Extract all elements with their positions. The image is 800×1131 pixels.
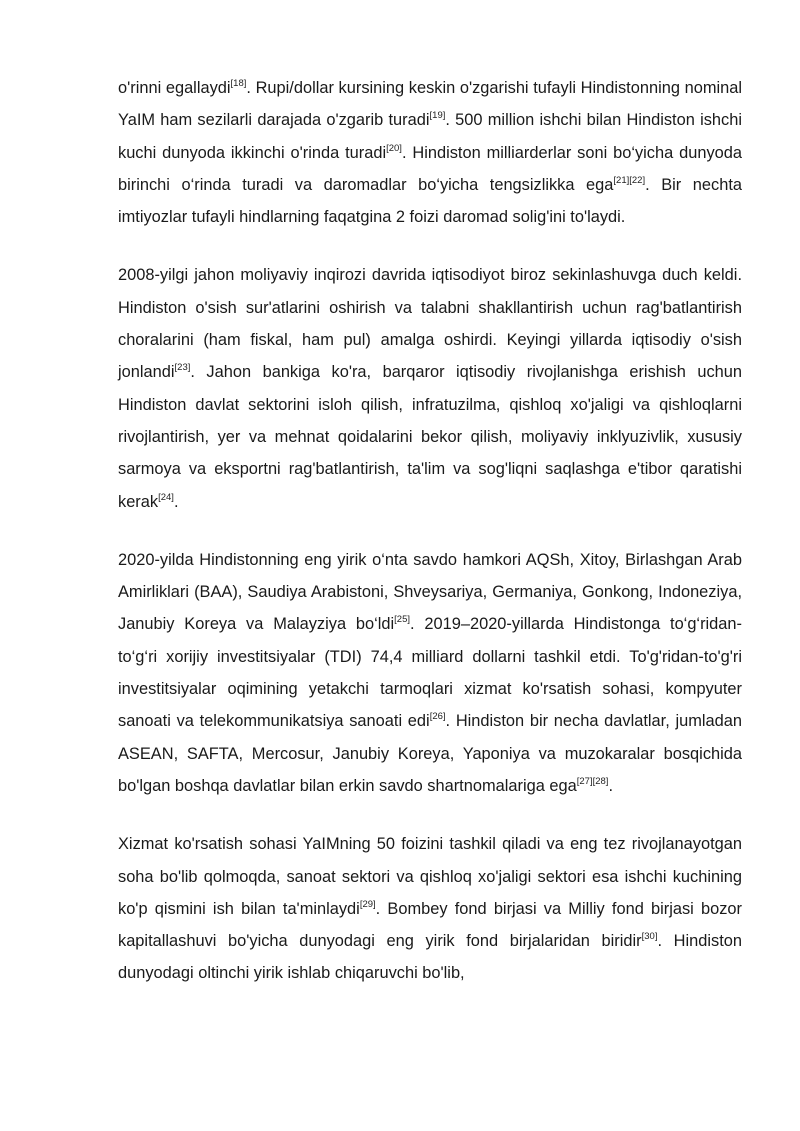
text-run: . Hindiston dunyodagi oltinchi yirik ishlab chiqaruvchi bo'lib,: [118, 932, 742, 983]
citation-ref[interactable]: [24]: [158, 491, 174, 503]
text-run: .: [608, 776, 613, 795]
citation-ref[interactable]: [30]: [641, 931, 658, 943]
document-page: [118, 72, 742, 1016]
text-run: . 500 million ishchi bilan Hindiston ishchi kuchi dunyoda ikkinchi o'rinda turadi: [118, 111, 742, 162]
text-run: . Bombey fond birjasi va Milliy fond birjasi bozor kapitallashuvi bo'yicha dunyodagi eng yirik fond birjalaridan biridir: [118, 899, 742, 951]
text-run: 2008-yilgi jahon moliyaviy inqirozi davrida iqtisodiyot biroz sekinlashuvga duch keldi. Hindiston o'sish sur'atlarini oshirish va talabni shakllantirish uchun rag'batlantirish choralarini (ham fiskal, ham pul) amalga oshirdi. Keyingi yillarda iqtisodiy o'sish jonlandi: [118, 266, 742, 382]
text-run: Xizmat ko'rsatish sohasi YaIMning 50 foizini tashkil qiladi va eng tez rivojlanayotgan soha bo'lib qolmoqda, sanoat sektori va qishloq xo'jaligi sektori esa ishchi kuchining ko'p qismini ish bilan ta'minlaydi: [118, 835, 742, 918]
citation-ref[interactable]: [23]: [174, 362, 191, 374]
paragraph-3: [118, 544, 742, 802]
text-run: . Hindiston milliarderlar soni bo‘yicha dunyoda birinchi o‘rinda turadi va daromadlar bo‘yicha tengsizlikka ega: [118, 143, 742, 194]
text-run: o'rinni egallaydi: [118, 79, 231, 97]
citation-ref[interactable]: [25]: [394, 614, 411, 626]
citation-ref[interactable]: [19]: [429, 110, 446, 122]
citation-ref[interactable]: [18]: [230, 78, 247, 89]
citation-ref[interactable]: [27][28]: [576, 775, 609, 787]
citation-ref[interactable]: [26]: [429, 711, 446, 723]
text-run: . Hindiston bir necha davlatlar, jumladan ASEAN, SAFTA, Mercosur, Janubiy Koreya, Yaponiya va muzokaralar bosqichida bo'lgan boshqa davlatlar bilan erkin savdo shartnomalariga ega: [118, 712, 742, 795]
text-run: . Bir nechta imtiyozlar tufayli hindlarning faqatgina 2 foizi daromad solig'ini to'laydi.: [118, 175, 743, 227]
text-run: 2020-yilda Hindistonning eng yirik o‘nta savdo hamkori AQSh, Xitoy, Birlashgan Arab Amirliklari (BAA), Saudiya Arabistoni, Shveysariya, Germaniya, Gonkong, Indoneziya, Janubiy Koreya va Malayziya bo‘ldi: [118, 550, 742, 634]
citation-ref[interactable]: [20]: [386, 142, 402, 154]
paragraph-1: [118, 72, 742, 233]
paragraph-2: [118, 259, 742, 517]
paragraph-4: [118, 828, 742, 989]
text-run: . Jahon bankiga ko'ra, barqaror iqtisodiy rivojlanishga erishish uchun Hindiston davlat sektorini isloh qilish, infratuzilma, qishloq xo'jaligi va qishloqlarni rivojlantirish, yer va mehnat qoidalarini bekor qilish, moliyaviy inklyuzivlik, xususiy sarmoya va eksportni rag'batlantirish, ta'lim va sog'liqni saqlashga e'tibor qaratishi kerak: [118, 363, 742, 511]
citation-ref[interactable]: [21][22]: [613, 174, 646, 186]
text-run: . Rupi/dollar kursining keskin o'zgarishi tufayli Hindistonning nominal YaIM ham sezilarli darajada o'zgarib turadi: [118, 79, 742, 130]
text-run: .: [173, 492, 179, 511]
text-run: . 2019–2020-yillarda Hindistonga to‘g‘ridan-to‘g‘ri xorijiy investitsiyalar (TDI) 74,4 milliard dollarni tashkil etdi. To'g'ridan-to'g'ri investitsiyalar oqimining yetakchi tarmoqlari xizmat ko'rsatish sohasi, kompyuter sanoati va telekommunikatsiya sanoati edi: [118, 615, 742, 731]
citation-ref[interactable]: [29]: [359, 898, 376, 910]
